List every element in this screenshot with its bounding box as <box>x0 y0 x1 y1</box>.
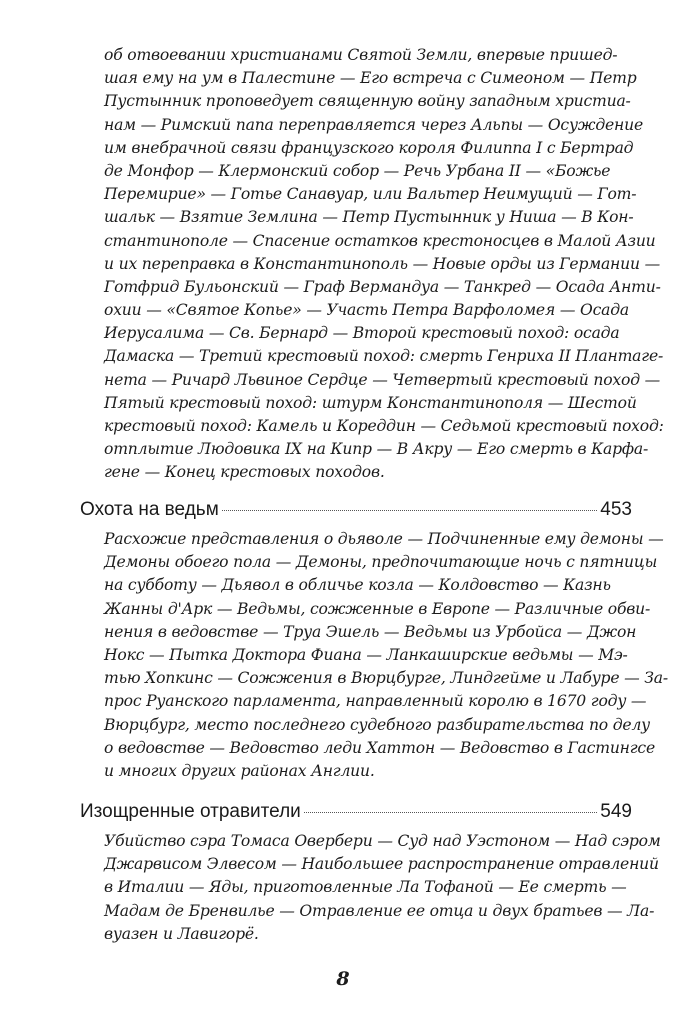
description-line: де Монфор — Клермонский собор — Речь Урбана II — «Божье <box>104 161 611 180</box>
description-line: и многих других районах Англии. <box>104 761 375 780</box>
description-line: гене — Конец крестовых походов. <box>104 463 385 482</box>
description-line: Иерусалима — Св. Бернард — Второй крестовый поход: осада <box>104 324 620 343</box>
section-description-poisoners <box>104 830 661 946</box>
description-line: Перемирие» — Готье Санавуар, или Вальтер Неимущий — Гот- <box>104 185 637 204</box>
description-line: о ведовстве — Ведовство леди Хаттон — Ведовство в Гастингсе <box>104 738 655 757</box>
description-line: Мадам де Бренвилье — Отравление ее отца и двух братьев — Ла- <box>104 901 655 920</box>
toc-entry-witch-hunt[interactable] <box>80 498 632 522</box>
description-line: Дамаска — Третий крестовый поход: смерть Генриха II Плантаге- <box>104 347 664 366</box>
description-line: отплытие Людовика IX на Кипр — В Акру — Его смерть в Карфа- <box>104 440 649 459</box>
description-line: шая ему на ум в Палестине — Его встреча с Симеоном — Петр <box>104 69 637 88</box>
toc-entry-title: Изощренные отравители <box>80 801 301 822</box>
description-line: крестовый поход: Камель и Кореддин — Седьмой крестовый поход: <box>104 417 664 435</box>
toc-entry-page: 549 <box>600 801 632 822</box>
description-line: Нокс — Пытка Доктора Фиана — Ланкаширские ведьмы — Мэ- <box>104 645 628 664</box>
description-line: Расхожие представления о дьяволе — Подчиненные ему демоны — <box>104 530 664 548</box>
description-line: Убийство сэра Томаса Овербери — Суд над Уэстоном — Над сэром <box>104 832 661 850</box>
section-description-witch-hunt <box>104 528 668 783</box>
description-line: стантинополе — Спасение остатков крестоносцев в Малой Азии <box>104 231 656 250</box>
description-line: об отвоевании христианами Святой Земли, впервые пришед- <box>104 46 618 64</box>
description-line: Джарвисом Элвесом — Наибольшее распространение отравлений <box>104 855 659 874</box>
description-line: прос Руанского парламента, направленный королю в 1670 году — <box>104 692 647 711</box>
description-line: на субботу — Дьявол в обличье козла — Колдовство — Казнь <box>104 576 611 595</box>
toc-entry-poisoners[interactable] <box>80 800 632 824</box>
description-line: тью Хопкинс — Сожжения в Вюрцбурге, Линдгейме и Лабуре — За- <box>104 669 668 688</box>
description-line: охии — «Святое Копье» — Участь Петра Варфоломея — Осада <box>104 301 629 320</box>
description-line: Вюрцбург, место последнего судебного разбирательства по делу <box>104 715 651 734</box>
section-description-crusades <box>104 44 664 485</box>
description-line: Пустынник проповедует священную войну западным христиа- <box>104 92 631 111</box>
toc-entry-title: Охота на ведьм <box>80 499 219 520</box>
description-line: Пятый крестовый поход: штурм Константинополя — Шестой <box>104 393 637 412</box>
description-line: нам — Римский папа переправляется через Альпы — Осуждение <box>104 115 643 134</box>
page-number: 8 <box>336 968 350 990</box>
toc-entry-page: 453 <box>600 499 632 520</box>
description-line: шальк — Взятие Землина — Петр Пустынник у Ниша — В Кон- <box>104 208 634 227</box>
description-line: вуазен и Лавигорё. <box>104 924 259 943</box>
description-line: и их переправка в Константинополь — Новые орды из Германии — <box>104 254 660 273</box>
toc-leader-dots <box>304 812 598 813</box>
description-line: Готфрид Бульонский — Граф Вермандуа — Танкред — Осада Анти- <box>104 277 661 296</box>
description-line: Демоны обоего пола — Демоны, предпочитающие ночь с пятницы <box>104 553 658 572</box>
description-line: в Италии — Яды, приготовленные Ла Тофаной — Ее смерть — <box>104 878 627 897</box>
description-line: им внебрачной связи французского короля Филиппа I с Бертрад <box>104 138 634 157</box>
description-line: нета — Ричард Львиное Сердце — Четвертый крестовый поход — <box>104 370 661 389</box>
description-line: Жанны д'Арк — Ведьмы, сожженные в Европе — Различные обви- <box>104 599 651 618</box>
description-line: нения в ведовстве — Труа Эшель — Ведьмы из Урбойса — Джон <box>104 622 637 641</box>
toc-leader-dots <box>222 510 598 511</box>
